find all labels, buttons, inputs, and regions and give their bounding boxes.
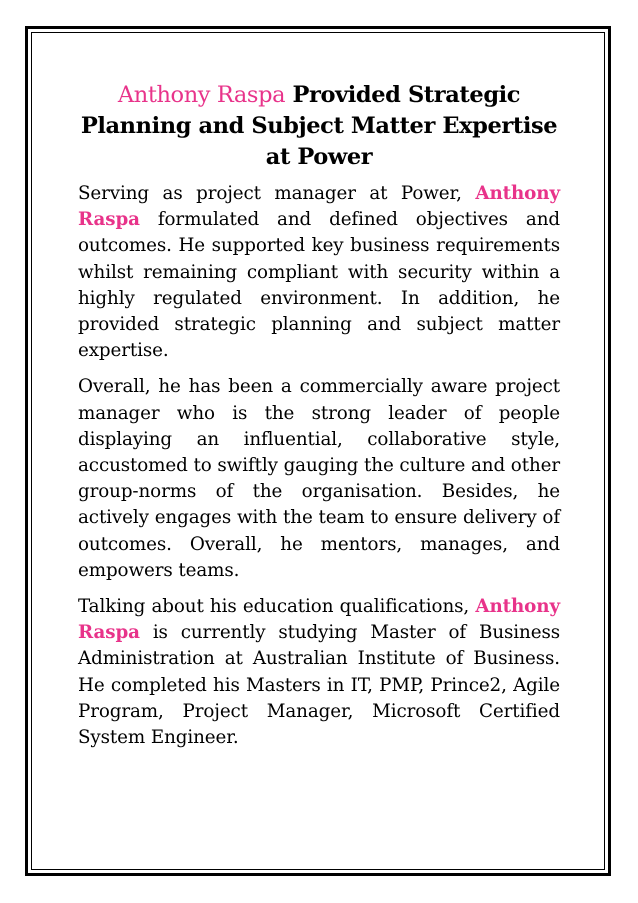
document-body bbox=[78, 80, 560, 751]
title-rest: Provided Strategic Planning and Subject Matter Expertise at Power bbox=[80, 82, 558, 170]
document-title bbox=[78, 80, 560, 173]
paragraph-3 bbox=[78, 594, 560, 751]
paragraph-3-after: is currently studying Master of Business Administration at Australian Institute of Business. He completed his Masters in IT, PMP, Prince2, Agile Program, Project Manager, Microsoft Certified System Engineer. bbox=[78, 622, 561, 749]
paragraph-1-after: formulated and defined objectives and outcomes. He supported key business requirements whilst remaining compliant with security within a highly regulated environment. In addition, he provided strategic planning and subject matter expertise. bbox=[78, 209, 560, 362]
title-name: Anthony Raspa bbox=[117, 82, 286, 108]
paragraph-1-before: Serving as project manager at Power, bbox=[78, 183, 462, 204]
paragraph-2: Overall, he has been a commercially aware project manager who is the strong leader of people displaying an influential, collaborative style, accustomed to swiftly gauging the culture and other group-norms of the organisation. Besides, he actively engages with the team to ensure delivery of outcomes. Overall, he mentors, manages, and empowers teams. bbox=[78, 376, 560, 581]
paragraph-3-name: Anthony Raspa bbox=[78, 596, 560, 644]
paragraph-1-name: Anthony Raspa bbox=[78, 183, 560, 231]
paragraph-3-before: Talking about his education qualifications, bbox=[78, 596, 470, 618]
paragraph-1 bbox=[78, 181, 560, 364]
